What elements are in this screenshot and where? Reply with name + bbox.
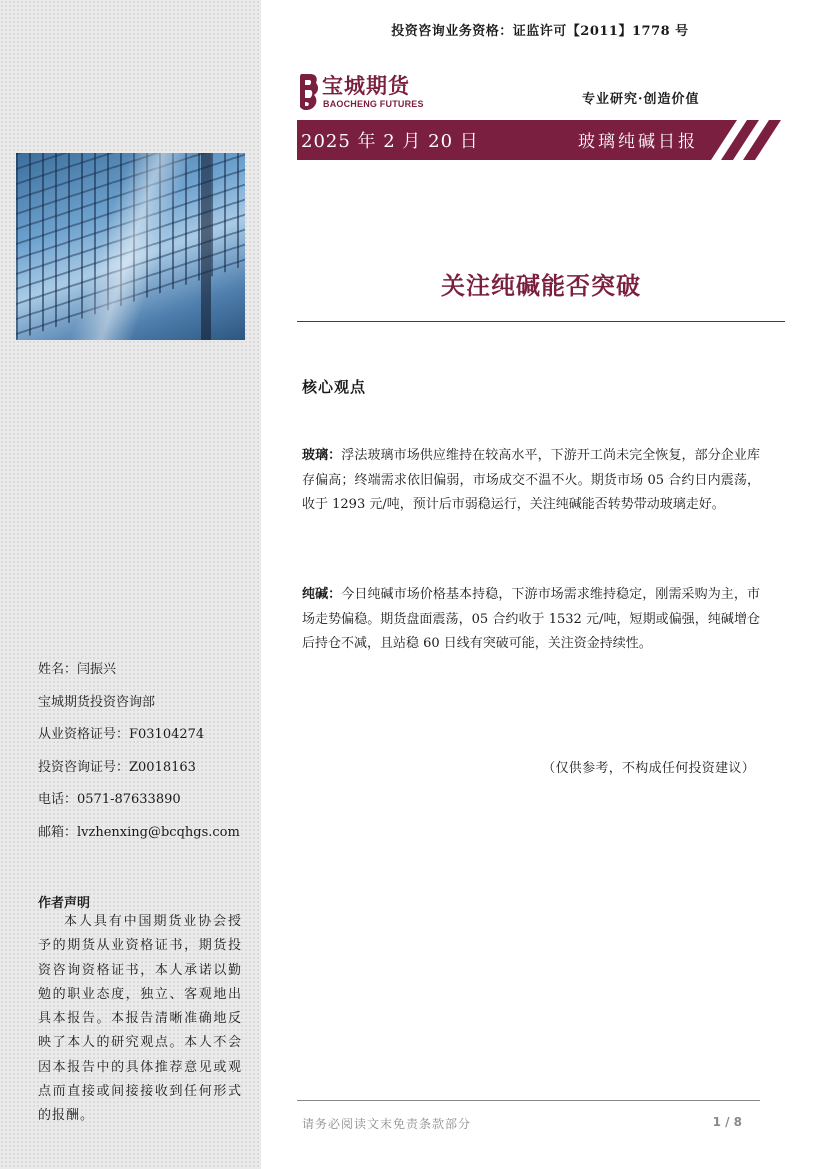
brand-name-en: BAOCHENG FUTURES <box>323 99 424 109</box>
sidebar <box>0 0 261 1169</box>
report-date: 2025 年 2 月 20 日 <box>301 131 479 152</box>
page-number: 1 / 8 <box>712 1115 742 1129</box>
page-title: 关注纯碱能否突破 <box>441 272 641 300</box>
glass-paragraph <box>302 444 760 518</box>
brand-logo <box>298 70 438 114</box>
report-name: 玻璃纯碱日报 <box>578 132 698 152</box>
baocheng-b-logo-icon <box>298 72 320 112</box>
brand-name-cn: 宝城期货 <box>322 73 410 98</box>
author-consult-cert: 投资咨询证号：Z0018163 <box>38 759 196 775</box>
glass-building-photo <box>16 153 245 340</box>
footer-divider <box>297 1100 760 1101</box>
glass-lead: 玻璃： <box>302 448 342 463</box>
declaration-body: 本人具有中国期货业协会授予的期货从业资格证书，期货投资咨询资格证书，本人承诺以勤勉的职业态度，独立、客观地出具本报告。本报告清晰准确地反映了本人的研究观点。本人不会因本报告中的具体推荐意见或观点而直接或间接接收到任何形式的报酬。 <box>38 914 242 1124</box>
soda-text: 今日纯碱市场价格基本持稳，下游市场需求维持稳定，刚需采购为主，市场走势偏稳。期货盘面震荡，05 合约收于 1532 元/吨，短期或偏强，纯碱增仓后持仓不减，且站稳 60 日线有突破可能，关注资金持续性。 <box>302 587 760 651</box>
declaration-title: 作者声明 <box>38 896 91 911</box>
qualification-line: 投资咨询业务资格：证监许可【2011】1778 号 <box>391 24 689 39</box>
author-name: 姓名：闫振兴 <box>38 662 117 677</box>
soda-lead: 纯碱： <box>302 587 342 602</box>
title-divider <box>297 321 785 322</box>
author-department: 宝城期货投资咨询部 <box>38 694 156 710</box>
glass-text: 浮法玻璃市场供应维持在较高水平，下游开工尚未完全恢复，部分企业库存偏高；终端需求依旧偏弱，市场成交不温不火。期货市场 05 合约日内震荡，收于 1293 元/吨，预计后市弱稳运行，关注纯碱能否转势带动玻璃走好。 <box>302 448 760 512</box>
author-info <box>38 654 253 849</box>
author-phone: 电话：0571-87633890 <box>38 792 181 807</box>
soda-paragraph <box>302 583 760 657</box>
section-heading: 核心观点 <box>302 378 367 396</box>
disclaimer: （仅供参考，不构成任何投资建议） <box>542 761 755 776</box>
slogan: 专业研究·创造价值 <box>582 92 700 107</box>
author-practice-cert: 从业资格证号：F03104274 <box>38 727 205 742</box>
footer-note: 请务必阅读文末免责条款部分 <box>302 1117 472 1131</box>
report-banner <box>297 120 785 160</box>
author-email[interactable]: 邮箱：lvzhenxing@bcqhgs.com <box>38 824 240 840</box>
